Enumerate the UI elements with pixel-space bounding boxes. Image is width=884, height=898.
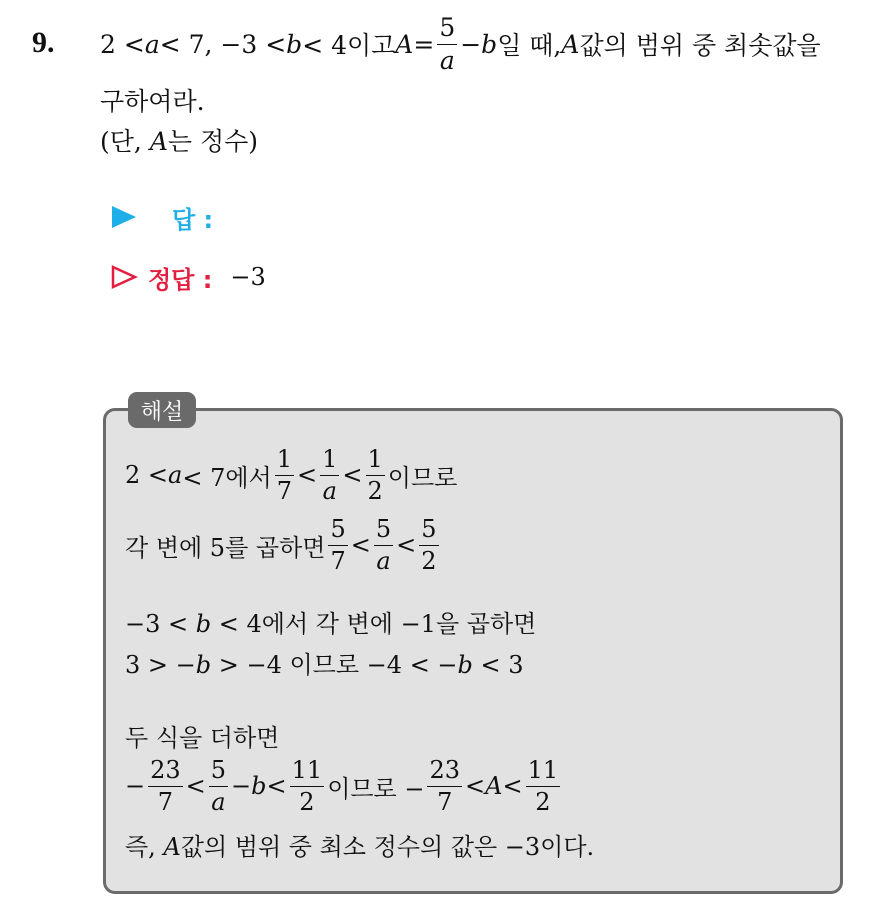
var-A: A	[561, 29, 580, 59]
denominator: 2	[535, 787, 551, 816]
problem-line-1	[100, 14, 821, 74]
solution-line-1	[125, 440, 457, 510]
fraction-23-over-7	[427, 757, 462, 815]
text: 값의 범위 중 최소 정수의 값은 −3이다.	[180, 833, 595, 861]
text: 이므로 −	[327, 774, 425, 803]
text: −	[125, 772, 146, 800]
solution-line-5: 두 식을 더하면	[125, 724, 280, 752]
denominator: 7	[437, 787, 453, 816]
denominator: a	[322, 476, 337, 505]
problem-number: 9.	[32, 26, 55, 59]
text: <	[266, 772, 287, 800]
numerator: 1	[320, 446, 339, 475]
text: =	[413, 29, 435, 59]
text: < 7, −3 <	[159, 29, 287, 59]
fraction-5-over-7	[328, 516, 347, 574]
solution-tag: 해설	[128, 392, 196, 428]
text: <	[396, 531, 417, 559]
denominator: 2	[299, 787, 315, 816]
text: 3 > −	[125, 651, 196, 679]
var-b: b	[481, 29, 498, 59]
text: < 4에서 각 변에 −1을 곱하면	[211, 610, 537, 638]
answer-label: 답 :	[172, 205, 214, 234]
var-A: A	[395, 29, 414, 59]
fraction-5-over-2	[419, 516, 438, 574]
text: <	[465, 772, 486, 800]
var-b: b	[251, 772, 267, 800]
numerator: 1	[366, 446, 385, 475]
fraction-5-over-a	[437, 14, 457, 74]
denominator: 2	[367, 476, 383, 505]
text: <	[297, 461, 318, 489]
numerator: 5	[437, 14, 457, 45]
text: < 3	[472, 651, 524, 679]
fraction-5-over-a	[209, 757, 228, 815]
text: < 7에서	[182, 463, 272, 492]
numerator: 23	[427, 757, 462, 786]
answer-row	[110, 200, 213, 234]
numerator: 5	[328, 516, 347, 545]
text: > −4 이므로 −4 < −	[211, 651, 458, 679]
text: 2 <	[100, 29, 145, 59]
denominator: 7	[157, 787, 174, 816]
text: 일 때,	[497, 31, 562, 60]
fraction-23-over-7	[148, 757, 183, 815]
correct-answer-value: −3	[230, 263, 266, 291]
correct-answer-row	[110, 260, 266, 294]
fraction-5-over-a	[374, 516, 393, 574]
denominator: a	[376, 546, 391, 575]
numerator: 11	[526, 757, 561, 786]
text: <	[350, 531, 371, 559]
numerator: 5	[209, 757, 228, 786]
numerator: 5	[374, 516, 393, 545]
var-b: b	[195, 651, 212, 679]
fraction-1-over-a	[320, 446, 339, 504]
solution-line-6	[125, 750, 563, 822]
solution-line-3	[125, 604, 536, 639]
var-b: b	[457, 651, 473, 679]
text: < 4이고	[302, 31, 396, 60]
problem-line-2: 구하여라.	[100, 87, 205, 116]
solution-line-7	[125, 827, 594, 862]
text: 는 정수)	[167, 127, 259, 156]
var-b: b	[195, 610, 212, 638]
fraction-1-over-7	[275, 446, 294, 504]
denominator: 7	[276, 476, 292, 505]
denominator: a	[439, 45, 455, 75]
play-arrow-icon	[110, 204, 138, 230]
var-A: A	[485, 772, 503, 800]
denominator: a	[211, 787, 226, 816]
var-A: A	[163, 833, 181, 861]
fraction-1-over-2	[366, 446, 385, 504]
text: 값의 범위 중 최솟값을	[579, 31, 821, 60]
numerator: 1	[275, 446, 294, 475]
solution-line-4	[125, 645, 524, 680]
text: 각 변에 5를 곱하면	[125, 533, 326, 562]
var-A: A	[149, 127, 168, 156]
fraction-11-over-2	[290, 757, 325, 815]
text: 즉,	[125, 833, 164, 861]
text: (단,	[100, 127, 150, 156]
text: 이므로	[387, 463, 458, 492]
text: −	[231, 772, 252, 800]
text: −3 <	[125, 610, 196, 638]
outline-arrow-icon	[110, 264, 138, 290]
fraction-11-over-2	[526, 757, 561, 815]
numerator: 23	[148, 757, 183, 786]
problem-condition	[100, 122, 258, 158]
text: 2 <	[125, 461, 169, 489]
text: <	[502, 772, 523, 800]
text: <	[342, 461, 363, 489]
correct-answer-label: 정답 :	[148, 265, 213, 294]
denominator: 2	[421, 546, 437, 575]
numerator: 5	[419, 516, 438, 545]
text: <	[185, 772, 206, 800]
var-a: a	[168, 461, 183, 489]
text: −	[460, 29, 482, 59]
var-a: a	[144, 29, 160, 59]
denominator: 7	[330, 546, 346, 575]
numerator: 11	[290, 757, 325, 786]
var-b: b	[286, 29, 303, 59]
solution-line-2	[125, 510, 442, 580]
